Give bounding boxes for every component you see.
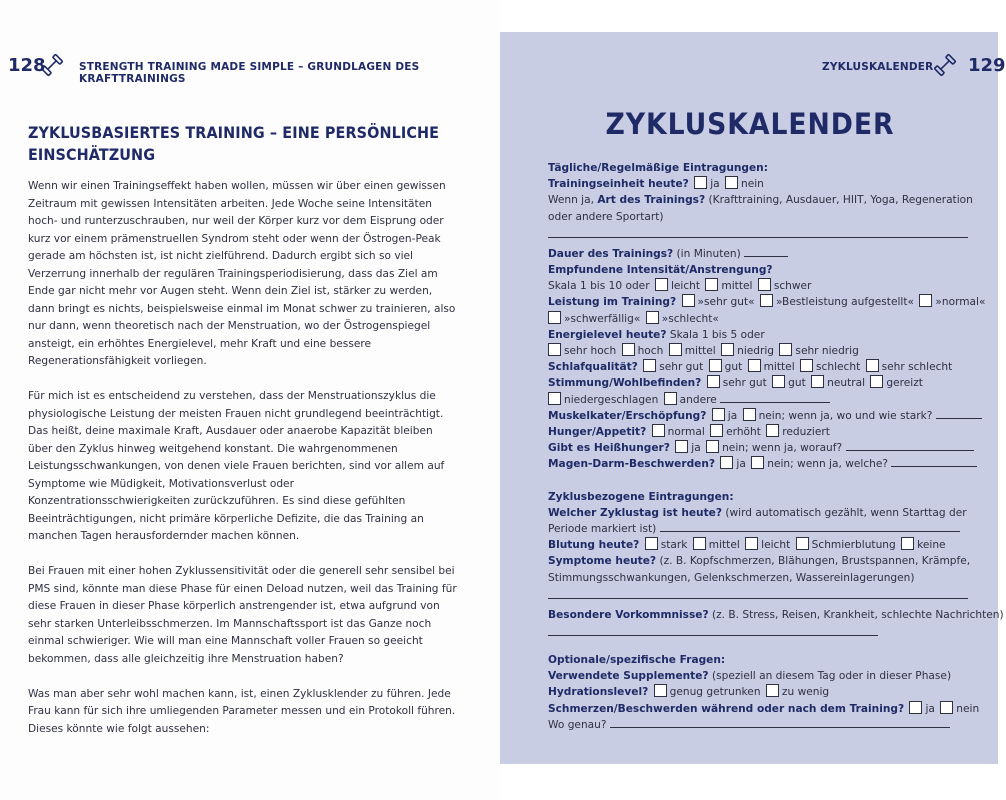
checkbox[interactable] [645,537,658,550]
answer-line[interactable] [548,586,968,599]
checkbox[interactable] [682,294,695,307]
checkbox[interactable] [652,424,665,437]
option-label: ja [710,178,720,191]
option-label: ja [727,409,738,422]
field-label: Trainingseinheit heute? [548,178,689,191]
option-label: nein [956,702,980,715]
option-label: mittel [763,361,795,374]
field-text: (wird automatisch gezählt, wenn Starttag der Periode markiert ist) [548,506,967,536]
checkbox[interactable] [743,408,756,421]
field-label: Hunger/Appetit? [548,426,647,439]
option-label: nein; wenn ja, wo und wie stark? [758,409,933,422]
option-label: gereizt [886,377,923,390]
field-label: Muskelkater/Erschöpfung? [548,409,707,422]
checkbox[interactable] [796,537,809,550]
checkbox[interactable] [766,684,779,697]
field-label: Art des Trainings? [597,194,706,207]
checkbox[interactable] [760,294,773,307]
field-text: (Krafttraining, Ausdauer, HIIT, Yoga, Regeneration oder andere Sportart) [548,194,973,223]
field-text: Wenn ja, [548,194,594,207]
field-label: Empfundene Intensität/Anstrengung? [548,264,773,277]
checkbox[interactable] [705,278,718,291]
page-title: ZYKLUSKALENDER [605,107,895,141]
checkbox[interactable] [706,440,719,453]
dumbbell-icon [39,52,65,78]
checkbox[interactable] [664,392,677,405]
dumbbell-icon [932,52,958,78]
checkbox[interactable] [548,343,561,356]
paragraph: Was man aber sehr wohl machen kann, ist, einen Zyklusklender zu führen. Jede Frau kann für sich ihre umliegenden Parameter messen und ein Protokoll führen. Dieses könnte wie folgt aussehen: [28,687,456,735]
checkbox[interactable] [909,701,922,714]
checkbox[interactable] [720,456,733,469]
answer-line[interactable] [720,393,830,403]
field-label: Besondere Vorkommnisse? [548,608,709,621]
option-label: andere [679,393,717,406]
option-label: niedergeschlagen [564,393,659,406]
checkbox[interactable] [725,176,738,189]
checkbox[interactable] [709,359,722,372]
option-label: nein [741,178,764,191]
body-text [28,178,458,756]
answer-line[interactable] [660,522,960,532]
option-label: nein; wenn ja, welche? [767,458,889,471]
checkbox[interactable] [693,537,706,550]
answer-line[interactable] [936,409,982,419]
cycle-calendar-form [548,160,1004,733]
option-label: sehr gut [659,361,704,374]
checkbox[interactable] [870,375,883,388]
field-label: Hydrationslevel? [548,686,649,699]
field-label: Welcher Zyklustag ist heute? [548,506,722,519]
field-label: Schlafqualität? [548,361,638,374]
paragraph: Für mich ist es entscheidend zu verstehen, dass der Menstruationszyklus die physiologische Leistung der meisten Frauen nicht grundlegend beeinträchtigt. Das heißt, deine maximale Kraft, Ausdauer oder anaerobe Kapazität bleiben über den Zyklus hinweg weitgehend konstant. Die wahrgenommenen Leistungsschwankungen, von denen viele Frauen berichten, sind vor allem auf Symptome wie Müdigkeit, Motivationsverlust oder Konzentrationsschwierigkeiten zurückzuführen. Es sind diese gefühlten Beeinträchtigungen, nicht primäre körperliche Defizite, die das Training an manchen Tagen herausfordernder machen können. [28,390,445,542]
option-label: niedrig [737,345,775,358]
answer-line[interactable] [548,225,968,238]
option-label: hoch [637,345,664,358]
field-label: Energielevel heute? [548,328,667,341]
option-label: »normal« [935,296,986,309]
option-label: sehr hoch [564,345,617,358]
field-text: (speziell an diesem Tag oder in dieser Phase) [711,670,952,683]
option-label: ja [736,458,746,471]
field-text: Skala 1 bis 5 oder [669,328,765,341]
option-label: schwer [773,280,812,293]
option-label: neutral [827,377,866,390]
option-label: gut [724,361,743,374]
checkbox[interactable] [866,359,879,372]
field-label: Verwendete Supplemente? [548,670,709,683]
option-label: mittel [721,280,753,293]
page-number-left: 128 [8,55,46,76]
option-label: »sehr gut« [697,296,755,309]
option-label: sehr niedrig [795,345,859,358]
checkbox[interactable] [548,311,561,324]
option-label: »schwerfällig« [564,312,641,325]
option-label: zu wenig [781,686,830,699]
option-label: mittel [684,345,716,358]
checkbox[interactable] [654,684,667,697]
answer-line[interactable] [610,718,950,728]
field-label: Schmerzen/Beschwerden während oder nach dem Training? [548,702,905,715]
field-text: (z. B. Stress, Reisen, Krankheit, schlechte Nachrichten) [711,608,1004,621]
option-label: sehr gut [722,377,767,390]
checkbox[interactable] [766,424,779,437]
checkbox[interactable] [622,343,635,356]
checkbox[interactable] [712,408,725,421]
option-label: nein; wenn ja, worauf? [722,442,843,455]
option-label: ja [691,442,701,455]
option-label: sehr schlecht [881,361,953,374]
option-label: »Bestleistung aufgestellt« [775,296,915,309]
checkbox[interactable] [800,359,813,372]
page-number-right: 129 [968,55,1006,76]
checkbox[interactable] [694,176,707,189]
option-label: leicht [761,539,791,552]
field-label: Symptome heute? [548,555,657,568]
field-text: (in Minuten) [676,247,741,260]
checkbox[interactable] [748,359,761,372]
checkbox[interactable] [811,375,824,388]
option-label: Schmierblutung [811,539,896,552]
option-label: genug getrunken [669,686,761,699]
answer-line[interactable] [744,247,788,257]
checkbox[interactable] [901,537,914,550]
checkbox[interactable] [655,278,668,291]
running-head-right: ZYKLUSKALENDER [822,61,934,73]
checkbox[interactable] [710,424,723,437]
option-label: reduziert [782,426,830,439]
section-label: Tägliche/Regelmäßige Eintragungen: [548,162,768,174]
section-label: Zyklusbezogene Eintragungen: [548,490,734,503]
field-text: (z. B. Kopfschmerzen, Blähungen, Brustspannen, Krämpfe, Stimmungsschwankungen, Gelenkschmerzen, Wassereinlagerungen) [548,555,971,584]
field-text: Skala 1 bis 10 oder [548,280,650,293]
option-label: mittel [708,539,740,552]
field-label: Gibt es Heißhunger? [548,442,670,455]
checkbox[interactable] [707,375,720,388]
checkbox[interactable] [758,278,771,291]
checkbox[interactable] [721,343,734,356]
checkbox[interactable] [751,456,764,469]
section-heading: ZYKLUSBASIERTES TRAINING – EINE PERSÖNLICHE EINSCHÄTZUNG [28,123,440,164]
option-label: ja [925,702,935,715]
field-label: Dauer des Trainings? [548,247,674,260]
option-label: schlecht [816,361,861,374]
option-label: keine [917,539,946,552]
checkbox[interactable] [675,440,688,453]
field-label: Magen-Darm-Beschwerden? [548,458,716,471]
answer-line[interactable] [548,623,878,636]
option-label: normal [667,426,705,439]
field-label: Leistung im Training? [548,296,677,309]
checkbox[interactable] [745,537,758,550]
option-label: »schlecht« [661,312,719,325]
checkbox[interactable] [940,701,953,714]
paragraph: Bei Frauen mit einer hohen Zyklussensitivität oder die generell sehr sensibel bei PMS sind, könnte man diese Phase für einen Deload nutzen, weil das Training für diese Frauen in dieser Phase körperlich anstrengender ist, etwa aufgrund von sehr starken Unterleibsschmerzen. Im Mannschaftssport ist das Ganze noch einmal schwieriger. Wie will man eine Mannschaft voller Frauen so geeicht bekommen, dass alle gleichzeitig ihre Menstruation haben? [28,565,457,665]
checkbox[interactable] [919,294,932,307]
option-label: gut [788,377,806,390]
field-label: Blutung heute? [548,539,640,552]
left-page [0,0,500,800]
option-label: erhöht [726,426,761,439]
answer-line[interactable] [846,441,974,451]
checkbox[interactable] [772,375,785,388]
section-label: Optionale/spezifische Fragen: [548,654,726,667]
option-label: leicht [670,280,701,293]
answer-line[interactable] [891,457,977,467]
checkbox[interactable] [669,343,682,356]
checkbox[interactable] [548,392,561,405]
checkbox[interactable] [646,311,659,324]
checkbox[interactable] [643,359,656,372]
field-text: Wo genau? [548,718,607,731]
field-label: Stimmung/Wohlbefinden? [548,377,702,390]
paragraph: Wenn wir einen Trainingseffekt haben wollen, müssen wir über einen gewissen Zeitraum mit gewissen Intensitäten arbeiten. Jede Woche seine Intensitäten hoch- und runterzuschrauben, nur weil der Körper kurz vor dem Eisprung oder kurz vor einem prämenstruellen Syndrom steht oder wenn der Östrogen-Peak gerade am höchsten ist, ist nicht zielführend. Dadurch ergibt sich so viel Verzerrung innerhalb der regulären Trainingsperiodisierung, dass das Ziel am Ende gar nicht mehr vor Augen steht. Wenn dein Ziel ist, stärker zu werden, dann bringt es nichts, beispielsweise einmal im Monat schwer zu trainieren, also nur dann, wenn theoretisch nach der Menstruation, wo der Östrogenspiegel ansteigt, ein erhöhtes Energielevel, mehr Kraft und eine bessere Regenerationsfähigkeit vorliegen. [28,180,456,367]
checkbox[interactable] [779,343,792,356]
option-label: stark [660,539,688,552]
running-head-left: STRENGTH TRAINING MADE SIMPLE – GRUNDLAGEN DES KRAFTTRAININGS [79,61,420,85]
